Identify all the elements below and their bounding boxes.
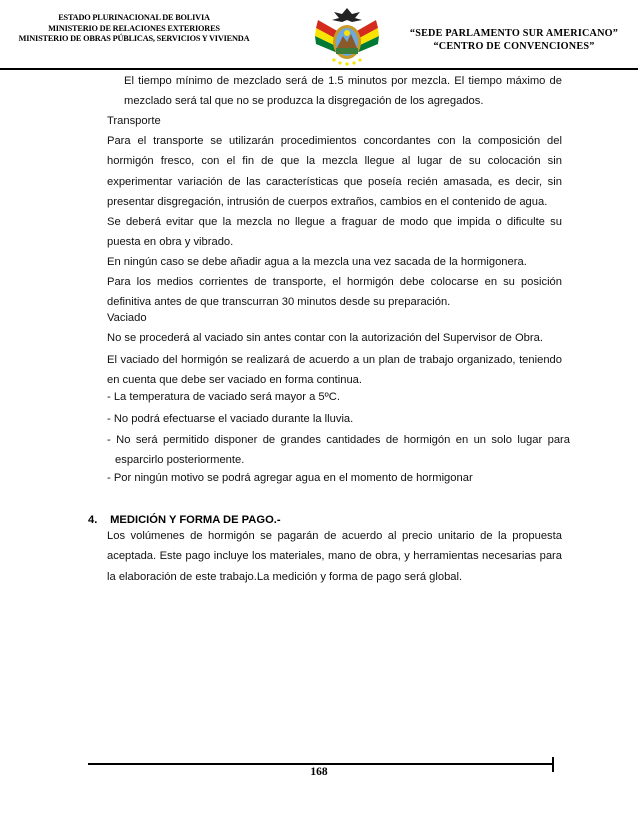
mixing-time-paragraph: El tiempo mínimo de mezclado será de 1.5 minutos por mezcla. El tiempo máximo de mezclado será tal que no se produzca la disgregación de los agregados. bbox=[124, 75, 562, 108]
pour-list-item: - Por ningún motivo se podrá agregar agua en el momento de hormigonar bbox=[107, 472, 473, 484]
pour-heading: Vaciado bbox=[107, 312, 147, 324]
pour-list-item: - No podrá efectuarse el vaciado durante la lluvia. bbox=[107, 413, 354, 425]
pour-paragraph-2: El vaciado del hormigón se realizará de acuerdo a un plan de trabajo organizado, teniendo en cuenta que debe ser vaciado en forma continua. bbox=[107, 354, 562, 387]
section-4-paragraph: Los volúmenes de hormigón se pagarán de acuerdo al precio unitario de la propuesta aceptada. Este pago incluye los materiales, mano de obra, y herramientas necesarias para la elaboración de este trabajo.La medición y forma de pago será global. bbox=[107, 530, 562, 583]
transport-paragraph-1: Para el transporte se utilizarán procedimientos concordantes con la composición del hormigón fresco, con el fin de que la mezcla llegue al lugar de su colocación sin experimentar variación de las características que poseía recién amasada, es decir, sin presentar disgregación, intrusión de cuerpos extraños, cambios en el contenido de agua. bbox=[107, 135, 562, 208]
transport-paragraph-2: Se deberá evitar que la mezcla no llegue a fraguar de modo que impida o dificulte su puesta en obra y vibrado. bbox=[107, 216, 562, 249]
header-left-block bbox=[0, 13, 268, 45]
section-title: MEDICIÓN Y FORMA DE PAGO.- bbox=[110, 514, 281, 526]
transport-paragraph-4: Para los medios corrientes de transporte, el hormigón debe colocarse en su posición definitiva antes de que transcurran 30 minutos desde su preparación. bbox=[107, 276, 562, 309]
header-ministry-foreign: MINISTERIO DE RELACIONES EXTERIORES bbox=[48, 23, 220, 33]
header-state-name: ESTADO PLURINACIONAL DE BOLIVIA bbox=[58, 13, 210, 22]
header-ministry-public-works: MINISTERIO DE OBRAS PÚBLICAS, SERVICIOS Y VIVIENDA bbox=[18, 34, 250, 44]
header-project-subtitle: “CENTRO DE CONVENCIONES” bbox=[433, 41, 595, 52]
header-divider bbox=[0, 68, 638, 70]
pour-paragraph-1: No se procederá al vaciado sin antes contar con la autorización del Supervisor de Obra. bbox=[107, 332, 543, 344]
transport-paragraph-3: En ningún caso se debe añadir agua a la mezcla una vez sacada de la hormigonera. bbox=[107, 256, 527, 268]
header-right-block bbox=[392, 27, 636, 53]
section-4-heading bbox=[88, 514, 281, 526]
header-project-name: “SEDE PARLAMENTO SUR AMERICANO” bbox=[409, 28, 619, 39]
page-number: 168 bbox=[310, 766, 328, 778]
pour-list-item: - La temperatura de vaciado será mayor a 5ºC. bbox=[107, 391, 340, 403]
coat-of-arms-icon bbox=[312, 6, 382, 70]
footer-divider bbox=[88, 763, 554, 765]
transport-heading: Transporte bbox=[107, 115, 161, 127]
section-number: 4. bbox=[88, 514, 98, 526]
pour-list-item: - No será permitido disponer de grandes cantidades de hormigón en un solo lugar para esparcirlo posteriormente. bbox=[107, 434, 570, 467]
